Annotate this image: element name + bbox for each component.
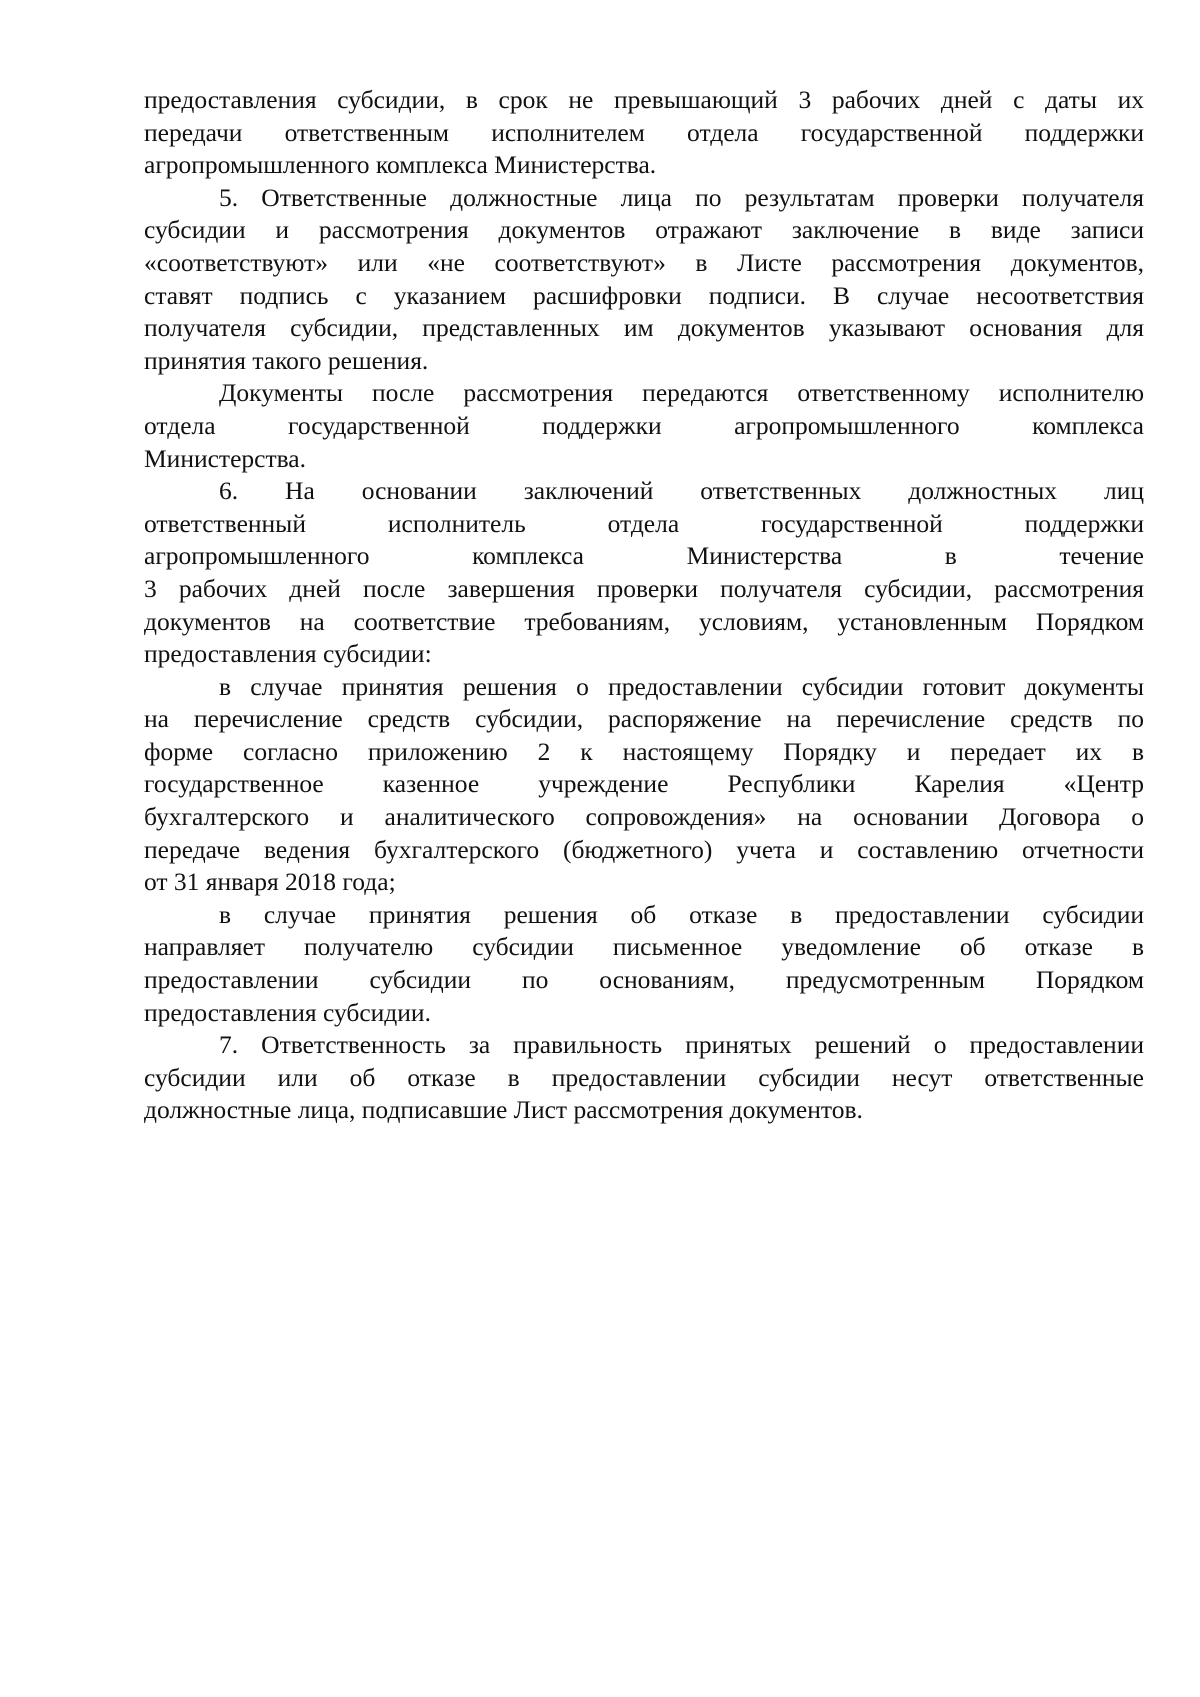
text-line: бухгалтерского и аналитического сопровождения» на основании Договора о — [144, 802, 1144, 832]
text-line: государственное казенное учреждение Республики Карелия «Центр — [144, 769, 1144, 799]
text-line: агропромышленного комплекса Министерства в течение — [144, 541, 1144, 571]
paragraph-item-5 — [144, 182, 1144, 378]
text-line: отдела государственной поддержки агропромышленного комплекса — [144, 410, 1144, 440]
text-line: документов на соответствие требованиям, условиям, установленным Порядком — [144, 606, 1144, 636]
text-line: субсидии или об отказе в предоставлении субсидии несут ответственные — [144, 1062, 1144, 1092]
text-line: ответственный исполнитель отдела государственной поддержки — [144, 508, 1144, 538]
text-line: должностные лица, подписавшие Лист рассмотрения документов. — [144, 1095, 863, 1125]
text-line: принятия такого решения. — [144, 345, 429, 375]
document-page — [144, 84, 1144, 1127]
text-line: 5. Ответственные должностные лица по результатам проверки получателя — [219, 182, 1144, 212]
paragraph-continuation — [144, 84, 1144, 182]
text-line: на перечисление средств субсидии, распоряжение на перечисление средств по — [144, 704, 1144, 734]
text-line: Документы после рассмотрения передаются ответственному исполнителю — [219, 378, 1144, 408]
text-line: в случае принятия решения о предоставлении субсидии готовит документы — [219, 671, 1144, 701]
text-line: направляет получателю субсидии письменное уведомление об отказе в — [144, 932, 1144, 962]
text-line: получателя субсидии, представленных им документов указывают основания для — [144, 313, 1144, 343]
text-line: предоставления субсидии: — [144, 639, 432, 669]
paragraph-item-7 — [144, 1029, 1144, 1127]
paragraph-documents-transfer — [144, 377, 1144, 475]
text-line: 3 рабочих дней после завершения проверки получателя субсидии, рассмотрения — [144, 573, 1144, 603]
text-line: «соответствуют» или «не соответствуют» в Листе рассмотрения документов, — [144, 247, 1144, 277]
paragraph-refusal-decision — [144, 899, 1144, 1029]
text-line: от 31 января 2018 года; — [144, 867, 396, 897]
text-line: предоставлении субсидии по основаниям, предусмотренным Порядком — [144, 965, 1144, 995]
text-line: предоставления субсидии. — [144, 997, 431, 1027]
text-line: 7. Ответственность за правильность принятых решений о предоставлении — [219, 1030, 1144, 1060]
text-line: 6. На основании заключений ответственных должностных лиц — [219, 476, 1144, 506]
paragraph-item-6 — [144, 475, 1144, 671]
text-line: передаче ведения бухгалтерского (бюджетного) учета и составлению отчетности — [144, 834, 1144, 864]
text-line: форме согласно приложению 2 к настоящему Порядку и передает их в — [144, 736, 1144, 766]
text-line: агропромышленного комплекса Министерства. — [144, 150, 657, 180]
text-line: в случае принятия решения об отказе в предоставлении субсидии — [219, 899, 1144, 929]
paragraph-grant-decision — [144, 671, 1144, 899]
text-line: передачи ответственным исполнителем отдела государственной поддержки — [144, 117, 1144, 147]
text-line: предоставления субсидии, в срок не превышающий 3 рабочих дней с даты их — [144, 85, 1144, 114]
text-line: Министерства. — [144, 443, 307, 473]
text-line: ставят подпись с указанием расшифровки подписи. В случае несоответствия — [144, 280, 1144, 310]
text-line: субсидии и рассмотрения документов отражают заключение в виде записи — [144, 215, 1144, 245]
